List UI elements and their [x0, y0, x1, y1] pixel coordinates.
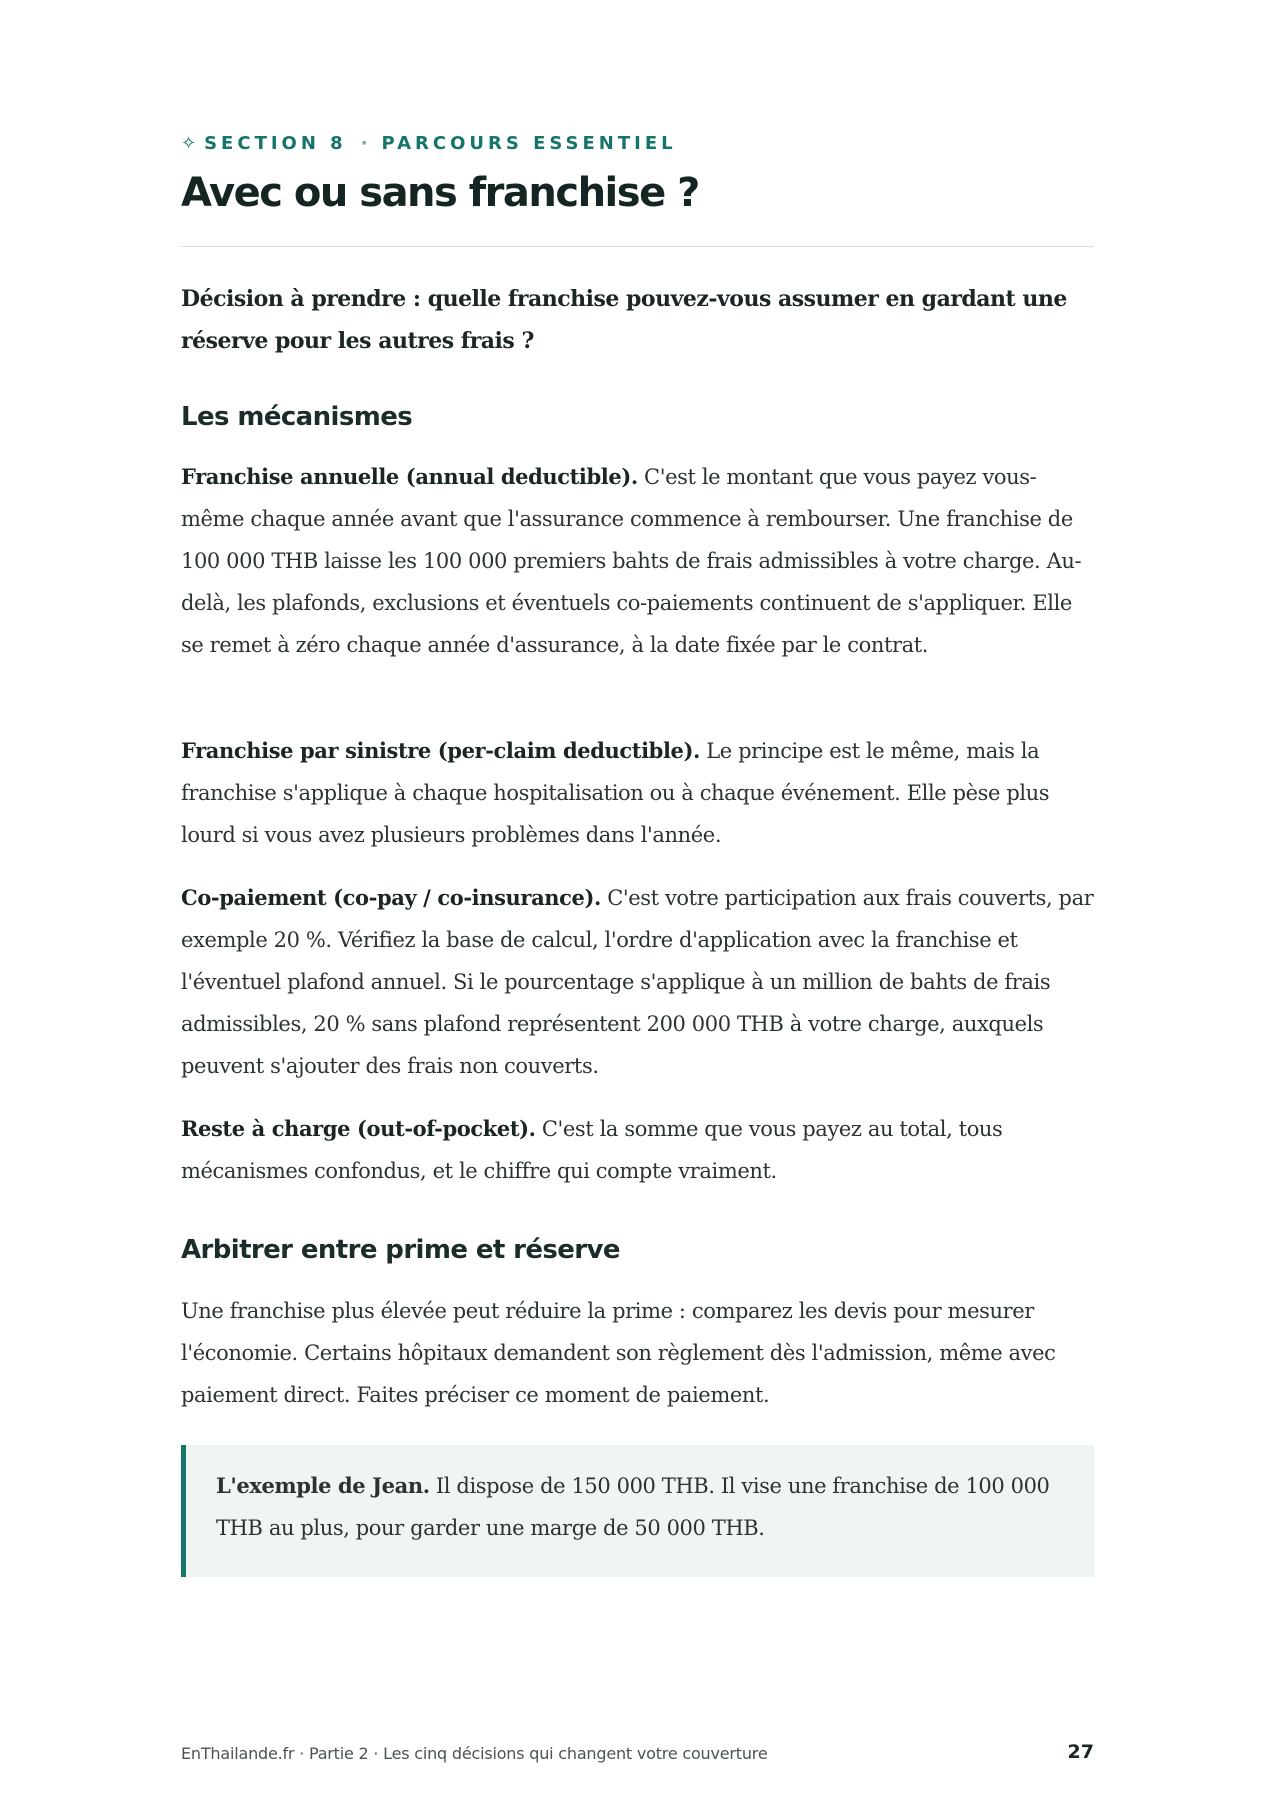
page-title: Avec ou sans franchise ?: [181, 170, 699, 216]
decision-statement: Décision à prendre : quelle franchise pouvez-vous assumer en gardant une réserve pour les autres frais ?: [181, 286, 1067, 354]
section-label: SECTION 8: [204, 133, 347, 154]
mechanism-text: C'est le montant que vous payez vous-même chaque année avant que l'assurance commence à rembourser. Une franchise de 100 000 THB laisse les 100 000 premiers bahts de frais admissibles à votre charge. Au-delà, les plafonds, exclusions et éventuels co-paiements continuent de s'appliquer. Elle se remet à zéro chaque année d'assurance, à la date fixée par le contrat.: [181, 465, 1082, 657]
sparkle-icon: ✧: [181, 133, 197, 154]
mechanism-text: C'est votre participation aux frais couverts, par exemple 20 %. Vérifiez la base de calcul, l'ordre d'application avec la franchise et l'éventuel plafond annuel. Si le pourcentage s'applique à un million de bahts de frais admissibles, 20 % sans plafond représentent 200 000 THB à votre charge, auxquels peuvent s'ajouter des frais non couverts.: [181, 886, 1094, 1078]
section-kicker: [181, 133, 677, 154]
mechanism-term: Franchise par sinistre (per-claim deductible).: [181, 738, 700, 763]
mechanisms-heading: Les mécanismes: [181, 402, 413, 432]
arbitrage-paragraph: Une franchise plus élevée peut réduire la prime : comparez les devis pour mesurer l'économie. Certains hôpitaux demandent son règlement dès l'admission, même avec paiement direct. Faites préciser ce moment de paiement.: [181, 1299, 1056, 1407]
example-paragraph: [216, 1465, 1056, 1549]
document-page: [181, 0, 1094, 1800]
mechanism-copay: [181, 877, 1094, 1087]
title-divider: [181, 246, 1094, 247]
mechanism-term: Co-paiement (co-pay / co-insurance).: [181, 885, 601, 910]
mechanism-annual-deductible: [181, 456, 1094, 666]
section-category: PARCOURS ESSENTIEL: [381, 133, 677, 154]
example-callout: [181, 1445, 1094, 1577]
footer-text: EnThailande.fr · Partie 2 · Les cinq décisions qui changent votre couverture: [181, 1744, 768, 1763]
section-separator: ·: [360, 133, 368, 154]
mechanism-term: Franchise annuelle (annual deductible).: [181, 464, 638, 489]
mechanism-text: C'est la somme que vous payez au total, tous mécanismes confondus, et le chiffre qui compte vraiment.: [181, 1117, 1003, 1183]
mechanism-term: Reste à charge (out-of-pocket).: [181, 1116, 536, 1141]
mechanism-out-of-pocket: [181, 1108, 1094, 1192]
arbitrage-heading: Arbitrer entre prime et réserve: [181, 1235, 620, 1265]
example-text: Il dispose de 150 000 THB. Il vise une franchise de 100 000 THB au plus, pour garder une marge de 50 000 THB.: [216, 1474, 1050, 1540]
page-number: 27: [1067, 1741, 1094, 1763]
example-term: L'exemple de Jean.: [216, 1473, 430, 1498]
mechanism-text: Le principe est le même, mais la franchise s'applique à chaque hospitalisation ou à chaque événement. Elle pèse plus lourd si vous avez plusieurs problèmes dans l'année.: [181, 739, 1050, 847]
mechanism-per-claim-deductible: [181, 730, 1094, 856]
